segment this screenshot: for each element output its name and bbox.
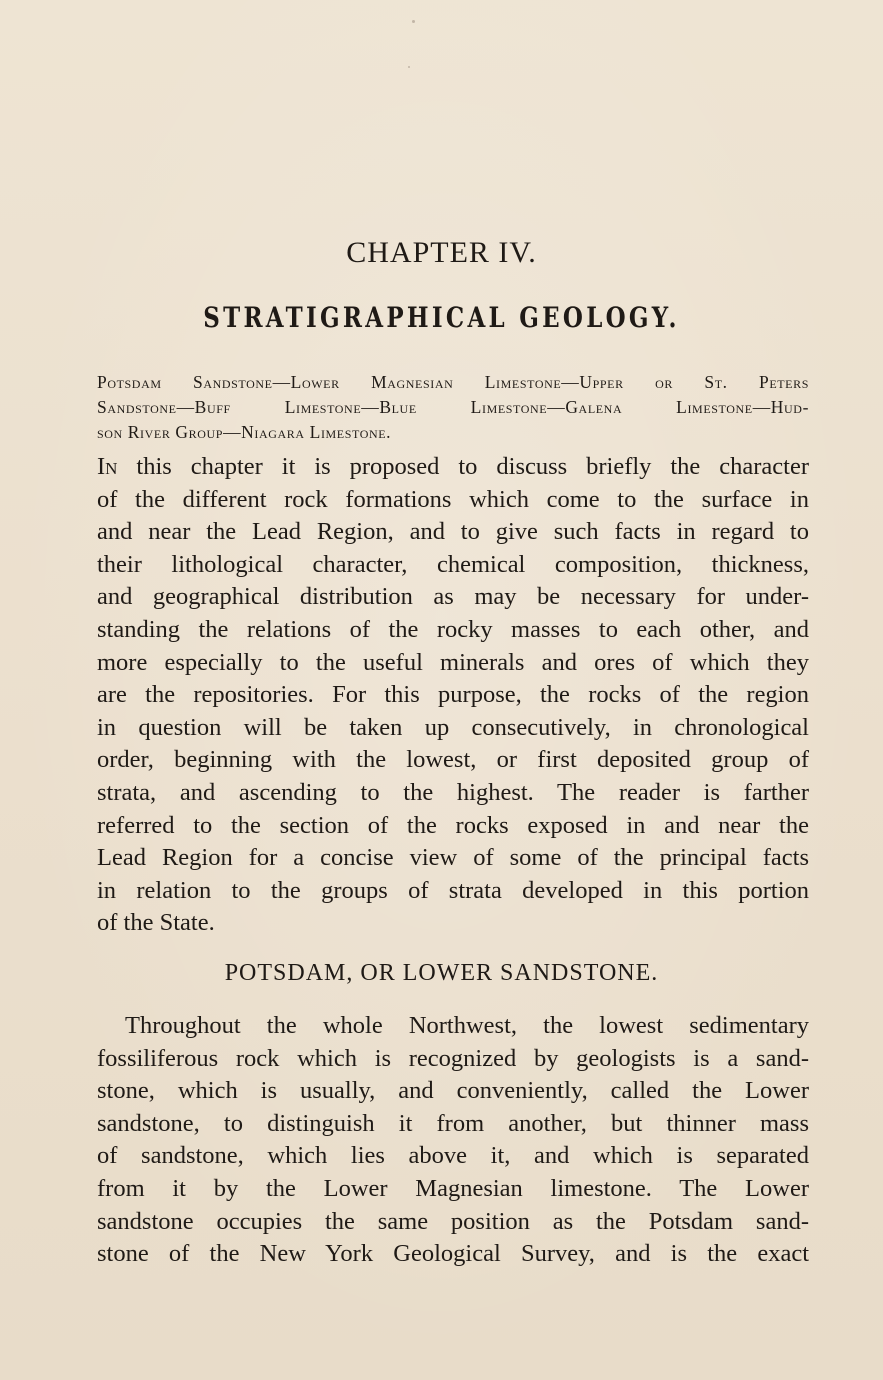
paragraph-line: sandstone, to distinguish it from another, but thinner mass: [97, 1109, 809, 1137]
paragraph-line: sandstone occupies the same position as the Potsdam sand-: [97, 1207, 809, 1235]
paragraph-line: their lithological character, chemical composition, thickness,: [97, 550, 809, 578]
summary-line: Sandstone—Buff Limestone—Blue Limestone—Galena Limestone—Hud-: [97, 397, 809, 417]
paragraph-line: stone, which is usually, and conveniently, called the Lower: [97, 1077, 809, 1105]
paper-speck: [408, 66, 410, 68]
paragraph-line: and geographical distribution as may be necessary for under-: [97, 583, 809, 611]
paragraph-line: Throughout the whole Northwest, the lowest sedimentary: [125, 1012, 809, 1039]
paragraph-line: of the different rock formations which come to the surface in: [97, 485, 809, 513]
paragraph-line: of the State.: [97, 909, 215, 937]
summary-line: son River Group—Niagara Limestone.: [97, 422, 392, 442]
paragraph-line: strata, and ascending to the highest. The reader is farther: [97, 778, 809, 806]
paragraph-line: order, beginning with the lowest, or first deposited group of: [97, 746, 809, 774]
paragraph-line: referred to the section of the rocks exposed in and near the: [97, 811, 809, 839]
paragraph-line: from it by the Lower Magnesian limestone. The Lower: [97, 1174, 809, 1202]
chapter-title: STRATIGRAPHICAL GEOLOGY.: [203, 301, 680, 334]
potsdam-paragraph: [97, 1010, 809, 1271]
paragraph-line: of sandstone, which lies above it, and which is separated: [97, 1142, 809, 1170]
intro-paragraph: [97, 451, 809, 940]
paragraph-line: fossiliferous rock which is recognized by geologists is a sand-: [97, 1044, 809, 1072]
paragraph-line: in question will be taken up consecutively, in chronological: [97, 713, 809, 741]
summary-line: Potsdam Sandstone—Lower Magnesian Limestone—Upper or St. Peters: [97, 372, 809, 392]
subsection-heading: POTSDAM, OR LOWER SANDSTONE.: [224, 960, 659, 986]
paragraph-line: Lead Region for a concise view of some of the principal facts: [97, 844, 809, 872]
paragraph-line: [97, 451, 809, 484]
chapter-summary: [97, 370, 809, 445]
paragraph-line: standing the relations of the rocky masses to each other, and: [97, 615, 809, 643]
lead-word: In: [97, 453, 118, 480]
paragraph-line: more especially to the useful minerals and ores of which they: [97, 648, 809, 676]
paragraph-line: and near the Lead Region, and to give such facts in regard to: [97, 518, 809, 546]
paragraph-line: in relation to the groups of strata developed in this portion: [97, 876, 809, 904]
chapter-number-heading: CHAPTER IV.: [346, 236, 537, 269]
paper-speck: [412, 20, 415, 23]
paragraph-line: are the repositories. For this purpose, the rocks of the region: [97, 681, 809, 709]
paragraph-line: stone of the New York Geological Survey, and is the exact: [97, 1240, 809, 1268]
first-line-text: this chapter it is proposed to discuss briefly the character: [117, 453, 809, 480]
